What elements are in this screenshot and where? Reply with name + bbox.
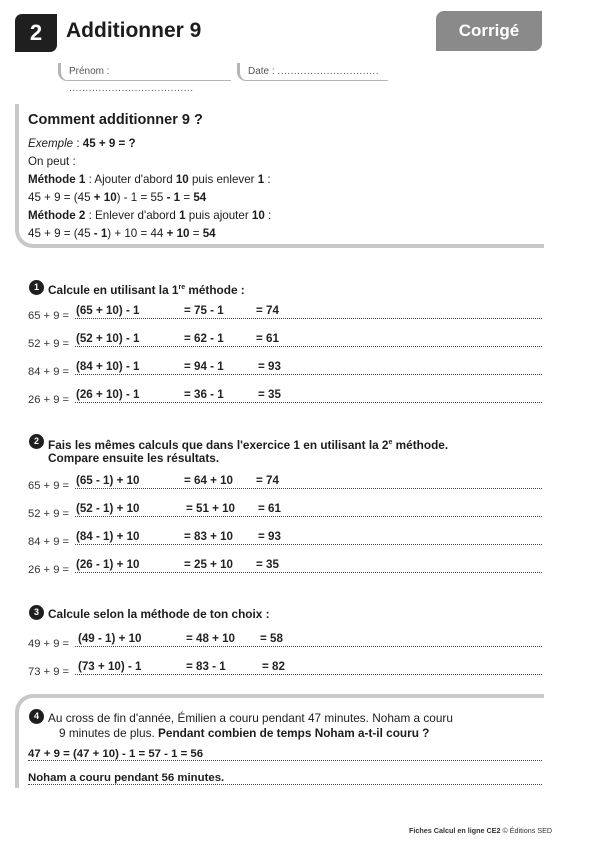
ex2-answer-step1: (84 - 1) + 10 [76, 530, 140, 543]
exercise-1-title [48, 281, 245, 297]
ex2-row-lhs: 84 + 9 = [28, 536, 70, 548]
method-title: Comment additionner 9 ? [28, 112, 203, 128]
ex2-row[interactable] [28, 529, 542, 548]
date-field[interactable] [237, 63, 388, 81]
text: 45 + 9 = (45 [28, 191, 94, 204]
ex1-answer-result: = 61 [256, 332, 279, 345]
example-label: Exemple [28, 137, 74, 150]
ex2-row[interactable] [28, 473, 542, 492]
text: = [189, 227, 203, 240]
text: - 1 [93, 227, 108, 240]
ex1-answer-result: = 93 [258, 360, 281, 373]
ex2-row[interactable] [28, 557, 542, 576]
method-2-calc [28, 225, 216, 242]
ex2-answer-result: = 61 [258, 502, 281, 515]
ex1-answer-result: = 35 [258, 388, 281, 401]
ex1-row[interactable] [28, 303, 542, 322]
ex1-row[interactable] [28, 359, 542, 378]
exercise-2-badge: 2 [29, 434, 44, 449]
text: 45 + 9 = (45 [28, 227, 94, 240]
ex3-answer-result: = 82 [262, 660, 285, 673]
ex3-answer-step1: (73 + 10) - 1 [78, 660, 142, 673]
method-2-label: Méthode 2 [28, 209, 86, 222]
ex1-row-lhs: 26 + 9 = [28, 394, 70, 406]
ex3-row[interactable] [28, 631, 542, 650]
ex3-row-lhs: 49 + 9 = [28, 638, 70, 650]
prenom-dots: ...................................... [69, 83, 194, 94]
exercise-4-answer-calc-line[interactable] [28, 746, 542, 761]
text: puis ajouter [185, 209, 252, 222]
ex3-row[interactable] [28, 659, 542, 678]
text: + 10 [93, 191, 117, 204]
method-2-desc [28, 207, 271, 224]
ex2-answer-result: = 93 [258, 530, 281, 543]
ex3-row-lhs: 73 + 9 = [28, 666, 70, 678]
prenom-field[interactable] [58, 63, 231, 94]
ex2-row-lhs: 26 + 9 = [28, 564, 70, 576]
corrige-badge: Corrigé [436, 11, 542, 51]
ex3-answer-step2: = 83 - 1 [186, 660, 226, 673]
ex2-answer-step2: = 51 + 10 [186, 502, 235, 515]
ex1-answer-result: = 74 [256, 304, 279, 317]
ex1-answer-step1: (26 + 10) - 1 [76, 388, 140, 401]
method-1-label: Méthode 1 [28, 173, 86, 186]
text: puis enlever [188, 173, 258, 186]
footer-copyright: © Éditions SED [502, 826, 553, 835]
text: e [388, 439, 393, 446]
answer-line [75, 346, 542, 347]
ex3-answer-step1: (49 - 1) + 10 [78, 632, 142, 645]
method-example: Exemple : 45 + 9 = ? [28, 137, 136, 150]
text: : Ajouter d'abord [85, 173, 176, 186]
method-1-calc [28, 189, 206, 206]
answer-line [75, 374, 542, 375]
problem-line-2 [48, 726, 498, 741]
exercise-4-badge: 4 [29, 709, 44, 724]
example-expr: 45 + 9 = ? [82, 137, 136, 150]
ex3-answer-result: = 58 [260, 632, 283, 645]
date-dots: ............................... [277, 66, 380, 77]
ex2-answer-step2: = 25 + 10 [184, 558, 233, 571]
text: re [178, 284, 186, 291]
answer-line [75, 674, 542, 675]
exercise-1-badge: 1 [29, 280, 44, 295]
ex2-answer-step2: = 83 + 10 [184, 530, 233, 543]
problem-line-1: Au cross de fin d'année, Émilien a couru pendant 47 minutes. Noham a couru [48, 711, 453, 725]
answer-line [75, 318, 542, 319]
text: : [264, 173, 271, 186]
method-1-desc [28, 171, 271, 188]
problem-question: Pendant combien de temps Noham a-t-il couru ? [158, 726, 430, 740]
text: : Enlever d'abord [85, 209, 180, 222]
answer-line [75, 544, 542, 545]
date-label: Date : [248, 66, 275, 77]
answer-line [75, 516, 542, 517]
text: 10 [175, 173, 189, 186]
ex2-answer-result: = 35 [256, 558, 279, 571]
text: 9 minutes de plus. [59, 726, 159, 740]
ex1-row-lhs: 52 + 9 = [28, 338, 70, 350]
ex2-row-lhs: 65 + 9 = [28, 480, 70, 492]
text: 1 [179, 209, 186, 222]
ex2-answer-step1: (26 - 1) + 10 [76, 558, 140, 571]
exercise-4-answer-sentence: Noham a couru pendant 56 minutes. [28, 772, 225, 784]
footer-brand: Fiches Calcul en ligne CE2 [409, 826, 501, 835]
answer-line [75, 488, 542, 489]
ex1-answer-step1: (84 + 10) - 1 [76, 360, 140, 373]
text: = [180, 191, 194, 204]
text: - 1 [166, 191, 181, 204]
answer-line [75, 572, 542, 573]
text: méthode. [392, 437, 449, 452]
text: 54 [202, 227, 216, 240]
text: + 10 [166, 227, 190, 240]
ex1-row-lhs: 84 + 9 = [28, 366, 70, 378]
ex1-answer-step2: = 75 - 1 [184, 304, 224, 317]
text: ) - 1 = 55 [116, 191, 167, 204]
ex2-row[interactable] [28, 501, 542, 520]
ex1-answer-step2: = 62 - 1 [184, 332, 224, 345]
exercise-2-subtitle: Compare ensuite les résultats. [48, 451, 220, 465]
ex2-answer-step1: (65 - 1) + 10 [76, 474, 140, 487]
text: 10 [251, 209, 265, 222]
exercise-4-answer-sentence-line[interactable] [28, 770, 542, 785]
text: méthode : [185, 282, 245, 297]
ex1-row[interactable] [28, 387, 542, 406]
ex1-row[interactable] [28, 331, 542, 350]
ex2-row-lhs: 52 + 9 = [28, 508, 70, 520]
text: 1 [257, 173, 265, 186]
ex1-row-lhs: 65 + 9 = [28, 310, 70, 322]
ex2-answer-result: = 74 [256, 474, 279, 487]
ex1-answer-step2: = 36 - 1 [184, 388, 224, 401]
page-title: Additionner 9 [66, 19, 202, 42]
answer-line [75, 402, 542, 403]
exercise-4-problem [48, 711, 498, 741]
text: Fais les mêmes calculs que dans l'exercice 1 en utilisant la 2 [48, 437, 389, 452]
worksheet-number-badge: 2 [15, 14, 57, 52]
exercise-3-badge: 3 [29, 605, 44, 620]
ex2-answer-step2: = 64 + 10 [184, 474, 233, 487]
ex3-answer-step2: = 48 + 10 [186, 632, 235, 645]
text: Calcule en utilisant la 1 [48, 282, 179, 297]
footer [409, 826, 552, 835]
exercise-3-title: Calcule selon la méthode de ton choix : [48, 607, 270, 621]
answer-line [75, 646, 542, 647]
exercise-4-answer-calc: 47 + 9 = (47 + 10) - 1 = 57 - 1 = 56 [28, 748, 204, 760]
text: : [264, 209, 272, 222]
ex1-answer-step2: = 94 - 1 [184, 360, 224, 373]
ex1-answer-step1: (52 + 10) - 1 [76, 332, 140, 345]
prenom-label: Prénom : [69, 66, 110, 77]
ex1-answer-step1: (65 + 10) - 1 [76, 304, 140, 317]
text: ) + 10 = 44 [107, 227, 167, 240]
text: 54 [193, 191, 207, 204]
ex2-answer-step1: (52 - 1) + 10 [76, 502, 140, 515]
exercise-2-title [48, 436, 448, 452]
method-on-peut: On peut : [28, 155, 76, 168]
